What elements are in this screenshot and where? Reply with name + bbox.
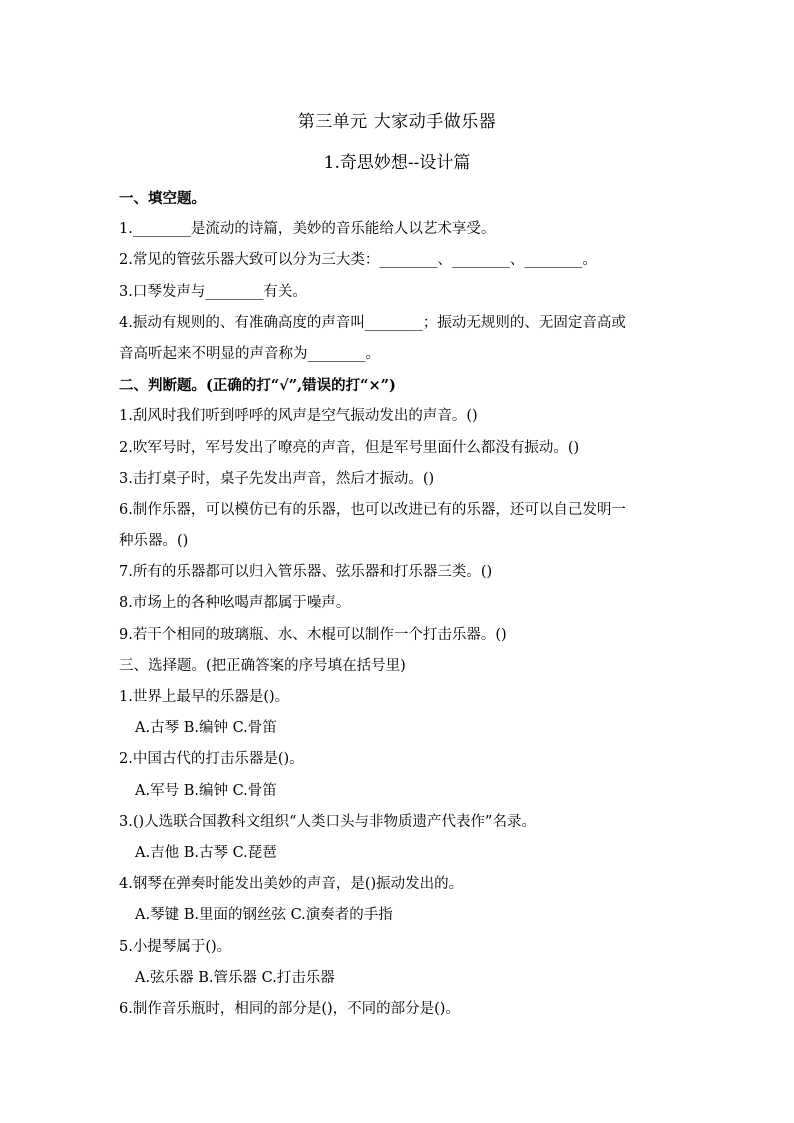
question-line: 6.制作乐器，可以模仿已有的乐器，也可以改进已有的乐器，还可以自己发明一: [119, 501, 626, 518]
question-line: 2.常见的管弦乐器大致可以分为三大类：________、________、________。: [119, 252, 597, 269]
section-heading: 二、判断题。(正确的打“√”,错误的打“×”): [119, 377, 396, 395]
question-line: 2.吹军号时，军号发出了嘹亮的声音，但是军号里面什么都没有振动。(): [119, 439, 580, 456]
question-line: 1.________是流动的诗篇，美妙的音乐能给人以艺术享受。: [119, 221, 496, 238]
question-line: 4.振动有规则的、有准确高度的声音叫________；振动无规则的、无固定音高或: [119, 314, 626, 331]
question-line: 9.若干个相同的玻璃瓶、水、木棍可以制作一个打击乐器。(): [119, 626, 507, 643]
page-subtitle: 1.奇思妙想--设计篇: [323, 153, 471, 173]
page-title: 第三单元 大家动手做乐器: [297, 112, 497, 132]
worksheet-content: [119, 183, 679, 1025]
answer-options: A.军号 B.编钟 C.骨笛: [135, 782, 277, 799]
section-heading: 一、填空题。: [119, 190, 206, 207]
question-line: 1.世界上最早的乐器是()。: [119, 689, 290, 705]
answer-options: A.古琴 B.编钟 C.骨笛: [135, 720, 277, 737]
question-line: 3.()人选联合国教科文组织“人类口头与非物质遗产代表作”名录。: [119, 813, 536, 830]
question-line: 音高听起来不明显的声音称为________。: [119, 345, 380, 362]
question-line: 3.口琴发声与________有关。: [119, 283, 307, 300]
question-line: 3.击打桌子时，桌子先发出声音，然后才振动。(): [119, 470, 435, 487]
question-line: 5.小提琴属于()。: [119, 938, 232, 955]
question-line: 6.制作音乐瓶时，相同的部分是()，不同的部分是()。: [119, 1000, 460, 1017]
question-line: 1.刮风时我们听到呼呼的风声是空气振动发出的声音。(): [119, 408, 478, 425]
answer-options: A.吉他 B.古琴 C.琵琶: [135, 844, 277, 861]
answer-options: A.琴键 B.里面的钢丝弦 C.演奏者的手指: [135, 907, 393, 924]
answer-options: A.弦乐器 B.管乐器 C.打击乐器: [135, 969, 335, 986]
question-line: 种乐器。(): [119, 533, 189, 550]
question-line: 三、选择题。(把正确答案的序号填在括号里): [119, 657, 406, 674]
question-line: 4.钢琴在弹奏时能发出美妙的声音，是()振动发出的。: [119, 876, 464, 893]
question-line: 2.中国古代的打击乐器是()。: [119, 751, 304, 768]
question-line: 8.市场上的各种吆喝声都属于噪声。: [119, 595, 351, 612]
question-line: 7.所有的乐器都可以归入管乐器、弦乐器和打乐器三类。(): [119, 564, 493, 581]
